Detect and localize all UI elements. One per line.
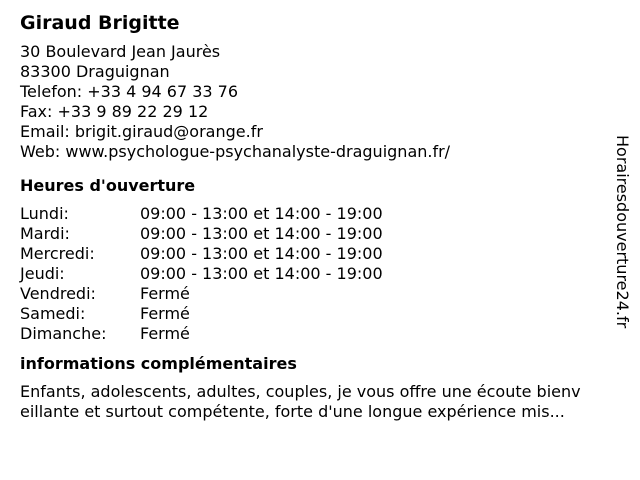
hours-row: [20, 324, 620, 344]
hours-row: [20, 224, 620, 244]
hours-day: Vendredi:: [20, 284, 96, 303]
hours-heading: Heures d'ouverture: [20, 176, 196, 195]
web-line: Web: www.psychologue-psychanalyste-draguignan.fr/: [20, 142, 451, 161]
contact-block: [20, 42, 620, 162]
watermark: [612, 135, 632, 370]
email-line: Email: brigit.giraud@orange.fr: [20, 122, 263, 141]
fax-line: Fax: +33 9 89 22 29 12: [20, 102, 209, 121]
hours-row: [20, 304, 620, 324]
hours-time: 09:00 - 13:00 et 14:00 - 19:00: [140, 244, 383, 263]
hours-time: Fermé: [140, 284, 190, 303]
hours-day: Mercredi:: [20, 244, 95, 263]
hours-row: [20, 264, 620, 284]
hours-day: Jeudi:: [20, 264, 65, 283]
hours-time: 09:00 - 13:00 et 14:00 - 19:00: [140, 264, 383, 283]
hours-day: Mardi:: [20, 224, 70, 243]
address-city: 83300 Draguignan: [20, 62, 170, 81]
hours-time: 09:00 - 13:00 et 14:00 - 19:00: [140, 224, 383, 243]
hours-row: [20, 284, 620, 304]
hours-time: Fermé: [140, 324, 190, 343]
business-name: Giraud Brigitte: [20, 12, 180, 34]
hours-day: Samedi:: [20, 304, 86, 323]
hours-time: 09:00 - 13:00 et 14:00 - 19:00: [140, 204, 383, 223]
hours-table: [20, 204, 620, 344]
business-card: [20, 10, 620, 422]
hours-day: Lundi:: [20, 204, 69, 223]
phone-line: Telefon: +33 4 94 67 33 76: [20, 82, 239, 101]
watermark-text: Horairesdouverture24.fr: [613, 135, 632, 329]
address-street: 30 Boulevard Jean Jaurès: [20, 42, 221, 61]
info-heading: informations complémentaires: [20, 354, 297, 373]
hours-time: Fermé: [140, 304, 190, 323]
hours-row: [20, 204, 620, 224]
hours-day: Dimanche:: [20, 324, 107, 343]
info-text: Enfants, adolescents, adultes, couples, je vous offre une écoute bienv eillante et surtout compétente, forte d'une longue expérience mis...: [20, 382, 581, 421]
hours-row: [20, 244, 620, 264]
